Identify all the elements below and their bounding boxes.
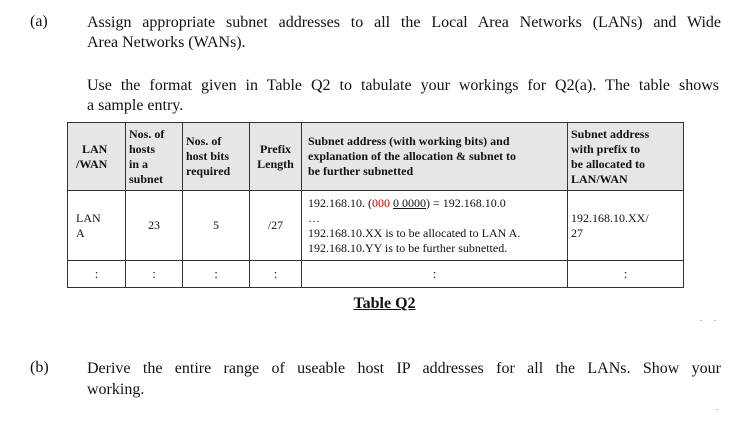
header-prefix-length: Prefix Length <box>250 123 302 191</box>
header-host-bits: Nos. of host bits required <box>183 123 250 191</box>
header-subnet-address: Subnet address (with working bits) and explanation of the allocation & subnet to be further subnetted <box>302 123 568 191</box>
header-lan-wan: LAN /WAN <box>68 123 126 191</box>
scan-speck <box>700 320 702 321</box>
table-caption: Table Q2 <box>353 295 416 312</box>
cell-lan: LAN A <box>68 191 126 261</box>
part-a-instruction-2: a sample entry. <box>87 97 184 114</box>
part-a-line-1: Assign appropriate subnet addresses to all the Local Area Networks (LANs) and Wide <box>87 14 721 31</box>
part-a-instruction-1: Use the format given in Table Q2 to tabulate your workings for Q2(a). The table shows <box>87 77 719 94</box>
table-q2 <box>67 122 684 288</box>
dots-cell: : <box>302 261 568 288</box>
dots-cell: : <box>568 261 684 288</box>
dots-cell: : <box>250 261 302 288</box>
address-working-line: 192.168.10. (000 0 0000) = 192.168.10.0 <box>308 195 506 210</box>
cell-allocated-address: 192.168.10.XX/ 27 <box>568 191 684 261</box>
cell-host-bits: 5 <box>183 191 250 261</box>
cell-prefix: /27 <box>250 191 302 261</box>
explanation-line-1: 192.168.10.XX is to be allocated to LAN A. <box>308 225 521 240</box>
explanation-line-2: 192.168.10.YY is to be further subnetted. <box>308 240 508 255</box>
part-b-line-1: Derive the entire range of useable host IP addresses for all the LANs. Show your <box>87 360 721 377</box>
header-nos-hosts: Nos. of hosts in a subnet <box>126 123 183 191</box>
table-row-continuation <box>68 261 684 288</box>
cell-subnet-address <box>302 191 568 261</box>
part-a-label: (a) <box>30 13 48 30</box>
scan-speck <box>714 320 716 321</box>
dots-cell: : <box>126 261 183 288</box>
table-header-row <box>68 123 684 191</box>
part-b-label: (b) <box>30 359 49 376</box>
scan-speck <box>716 409 718 410</box>
table-row <box>68 191 684 261</box>
network-bits: 000 <box>372 195 390 210</box>
header-allocated-address: Subnet address with prefix to be allocated to LAN/WAN <box>568 123 684 191</box>
host-bits: 0 0000 <box>393 195 426 210</box>
part-a-line-2: Area Networks (WANs). <box>87 34 246 51</box>
part-b-line-2: working. <box>87 381 145 398</box>
cell-hosts: 23 <box>126 191 183 261</box>
ellipsis: … <box>308 210 320 225</box>
dots-cell: : <box>183 261 250 288</box>
dots-cell: : <box>68 261 126 288</box>
